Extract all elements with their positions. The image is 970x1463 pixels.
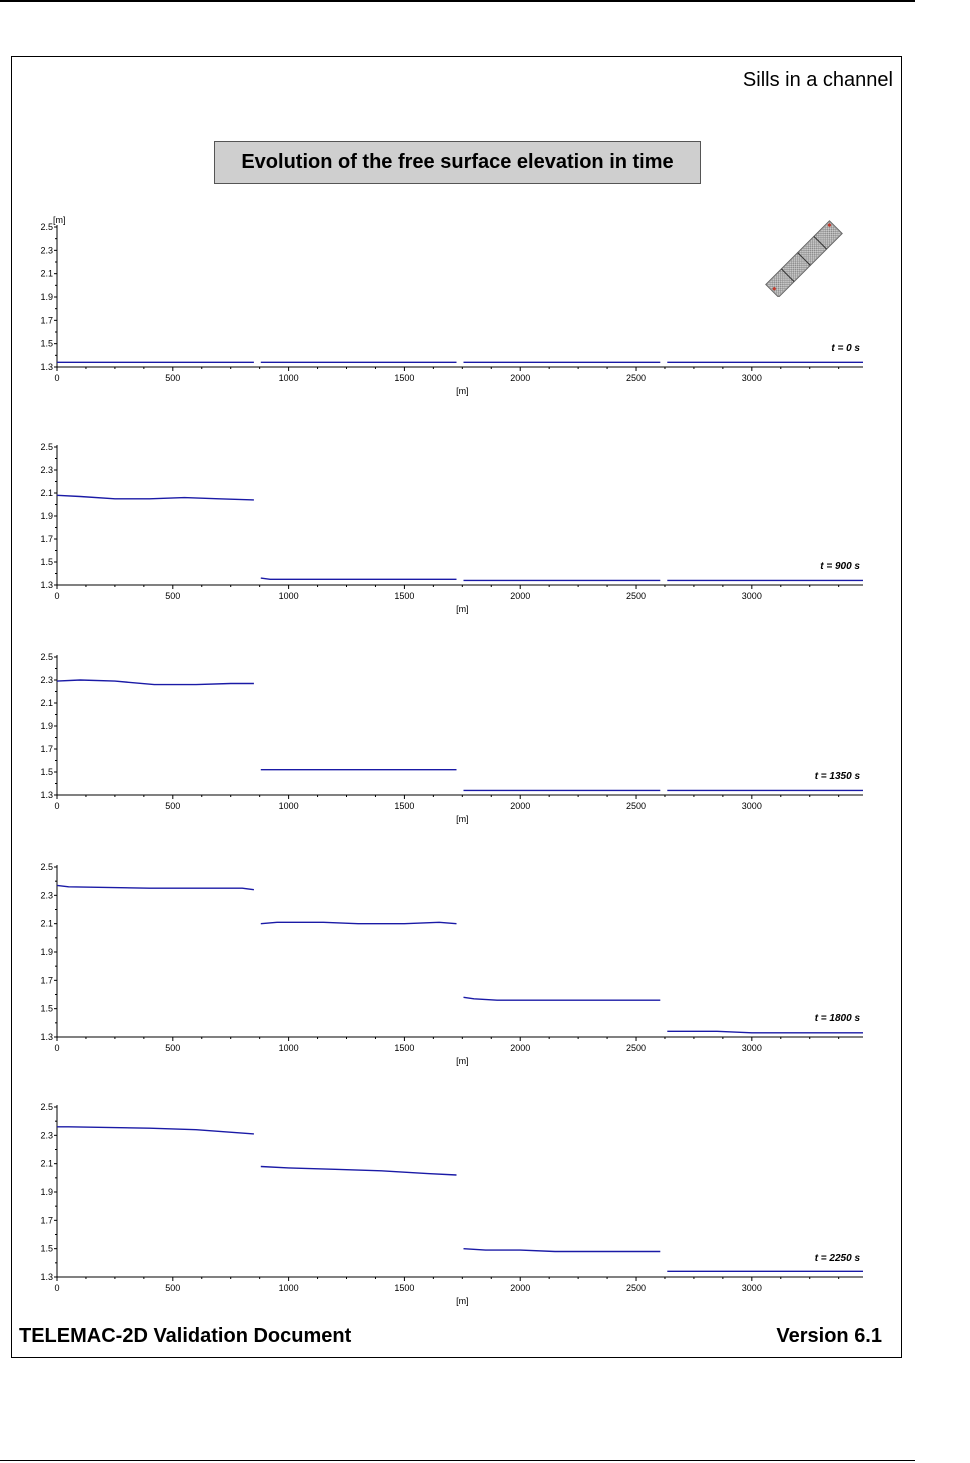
free-surface-line bbox=[464, 997, 661, 1000]
x-tick-label: 0 bbox=[54, 373, 60, 383]
footer-document-name: TELEMAC-2D Validation Document bbox=[19, 1325, 352, 1347]
free-surface-line bbox=[57, 495, 254, 500]
y-tick-label: 1.9 bbox=[40, 292, 53, 302]
x-tick-label: 2500 bbox=[626, 1043, 647, 1053]
y-tick-label: 1.7 bbox=[40, 315, 53, 326]
x-tick-label: 2500 bbox=[626, 801, 647, 811]
x-tick-label: 2000 bbox=[510, 373, 531, 383]
x-tick-label: 500 bbox=[165, 1283, 181, 1293]
y-tick-label: 1.5 bbox=[40, 1003, 53, 1014]
chart-panel-4 bbox=[12, 847, 902, 1067]
x-tick-label: 500 bbox=[165, 1043, 181, 1053]
channel-mesh-icon bbox=[752, 217, 852, 297]
y-tick-label: 2.1 bbox=[40, 918, 53, 929]
y-tick-label: 1.9 bbox=[40, 1187, 53, 1197]
chart-panel-5 bbox=[12, 1087, 902, 1307]
time-label: t = 900 s bbox=[820, 561, 860, 572]
time-label: t = 0 s bbox=[831, 343, 860, 354]
figure-title: Sills in a channel bbox=[742, 69, 893, 91]
chart-panel-2 bbox=[12, 427, 902, 614]
x-tick-label: 1500 bbox=[394, 1283, 415, 1293]
x-tick-label: 0 bbox=[54, 801, 60, 811]
x-tick-label: 2000 bbox=[510, 1043, 531, 1053]
free-surface-line bbox=[464, 1249, 661, 1252]
y-tick-label: 2.5 bbox=[40, 862, 53, 872]
x-tick-label: 2500 bbox=[626, 591, 647, 601]
x-axis-label: [m] bbox=[456, 1056, 469, 1066]
y-tick-label: 2.5 bbox=[40, 652, 53, 662]
x-tick-label: 1500 bbox=[394, 591, 415, 601]
free-surface-line bbox=[261, 578, 457, 579]
y-tick-label: 1.5 bbox=[40, 557, 53, 567]
time-label: t = 1800 s bbox=[814, 1013, 860, 1024]
x-tick-label: 2500 bbox=[626, 1283, 647, 1293]
y-tick-label: 1.7 bbox=[40, 534, 53, 544]
y-tick-label: 2.1 bbox=[40, 1158, 53, 1169]
y-tick-label: 1.9 bbox=[40, 511, 53, 521]
y-tick-label: 2.1 bbox=[40, 488, 53, 498]
x-tick-label: 500 bbox=[165, 591, 181, 601]
free-surface-line bbox=[57, 1127, 254, 1134]
free-surface-line bbox=[667, 1031, 863, 1033]
y-tick-label: 1.5 bbox=[40, 338, 53, 349]
y-tick-label: 2.5 bbox=[40, 1102, 53, 1112]
x-tick-label: 2000 bbox=[510, 801, 531, 811]
x-tick-label: 3000 bbox=[741, 801, 762, 811]
x-tick-label: 2000 bbox=[510, 591, 531, 601]
y-tick-label: 1.3 bbox=[40, 790, 53, 800]
x-tick-label: 3000 bbox=[741, 1043, 762, 1053]
y-tick-label: 1.7 bbox=[40, 744, 53, 754]
y-tick-label: 1.5 bbox=[40, 1243, 53, 1254]
figure-frame bbox=[11, 56, 902, 1358]
y-tick-label: 1.7 bbox=[40, 975, 53, 986]
y-tick-label: 2.5 bbox=[40, 442, 53, 452]
x-tick-label: 1000 bbox=[278, 1043, 299, 1053]
y-tick-label: 2.1 bbox=[40, 698, 53, 708]
x-tick-label: 3000 bbox=[741, 373, 762, 383]
x-tick-label: 500 bbox=[165, 373, 181, 383]
x-axis-label: [m] bbox=[456, 386, 469, 396]
y-tick-label: 2.3 bbox=[40, 890, 53, 901]
free-surface-line bbox=[261, 922, 457, 923]
y-tick-label: 2.3 bbox=[40, 465, 53, 475]
y-tick-label: 2.1 bbox=[40, 268, 53, 279]
y-tick-label: 1.3 bbox=[40, 362, 53, 372]
free-surface-line bbox=[57, 680, 254, 685]
y-tick-label: 1.3 bbox=[40, 580, 53, 590]
x-tick-label: 3000 bbox=[741, 1283, 762, 1293]
x-tick-label: 1000 bbox=[278, 373, 299, 383]
x-axis-label: [m] bbox=[456, 1296, 469, 1306]
footer-version: Version 6.1 bbox=[776, 1325, 882, 1347]
free-surface-line bbox=[261, 1167, 457, 1176]
x-tick-label: 3000 bbox=[741, 591, 762, 601]
x-axis-label: [m] bbox=[456, 604, 469, 614]
x-tick-label: 2000 bbox=[510, 1283, 531, 1293]
y-tick-label: 1.3 bbox=[40, 1272, 53, 1282]
y-tick-label: 1.9 bbox=[40, 721, 53, 731]
y-tick-label: 1.5 bbox=[40, 767, 53, 777]
x-tick-label: 500 bbox=[165, 801, 181, 811]
x-tick-label: 0 bbox=[54, 1283, 60, 1293]
y-tick-label: 2.5 bbox=[40, 222, 53, 232]
x-tick-label: 1500 bbox=[394, 1043, 415, 1053]
y-tick-label: 2.3 bbox=[40, 675, 53, 685]
x-tick-label: 1500 bbox=[394, 373, 415, 383]
y-axis-label: [m] bbox=[53, 215, 66, 225]
y-tick-label: 1.3 bbox=[40, 1032, 53, 1042]
time-label: t = 2250 s bbox=[814, 1253, 860, 1264]
time-label: t = 1350 s bbox=[814, 771, 860, 782]
footer-rule bbox=[0, 1460, 915, 1461]
x-tick-label: 1000 bbox=[278, 801, 299, 811]
x-tick-label: 1000 bbox=[278, 1283, 299, 1293]
x-tick-label: 2500 bbox=[626, 373, 647, 383]
x-tick-label: 1500 bbox=[394, 801, 415, 811]
header-rule bbox=[0, 0, 915, 2]
chart-panel-3 bbox=[12, 637, 902, 824]
x-tick-label: 0 bbox=[54, 1043, 60, 1053]
figure-banner: Evolution of the free surface elevation in time bbox=[214, 141, 701, 184]
x-tick-label: 0 bbox=[54, 591, 60, 601]
free-surface-line bbox=[57, 885, 254, 889]
y-tick-label: 2.3 bbox=[40, 245, 53, 256]
x-tick-label: 1000 bbox=[278, 591, 299, 601]
y-tick-label: 1.9 bbox=[40, 947, 53, 957]
y-tick-label: 1.7 bbox=[40, 1215, 53, 1226]
y-tick-label: 2.3 bbox=[40, 1130, 53, 1141]
x-axis-label: [m] bbox=[456, 814, 469, 824]
